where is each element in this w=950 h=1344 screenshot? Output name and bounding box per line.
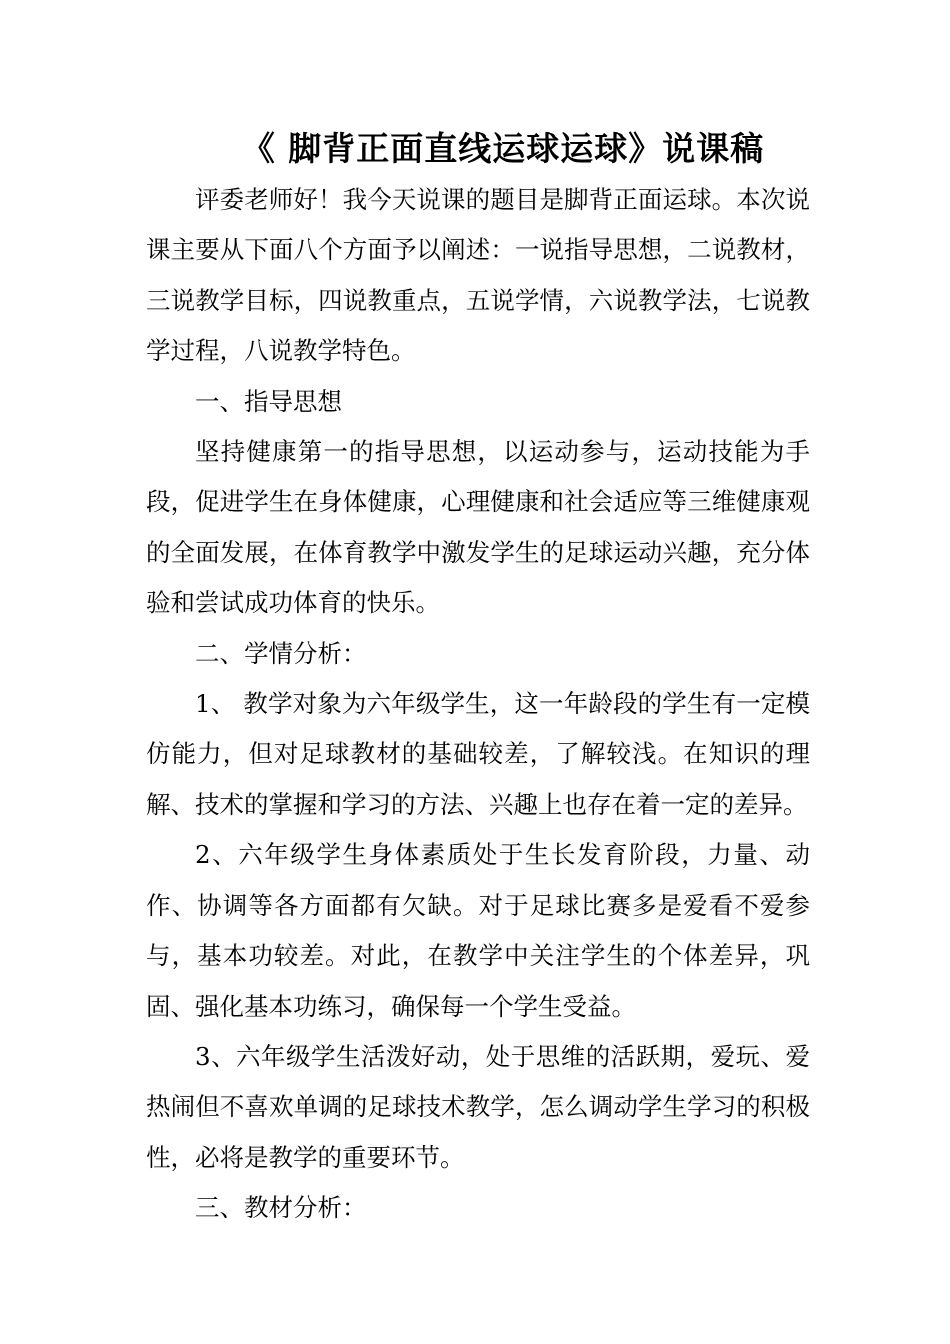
paragraph-student-analysis-1: 1、 教学对象为六年级学生，这一年龄段的学生有一定模仿能力，但对足球教材的基础较差，了解较浅。在知识的理解、技术的掌握和学习的方法、兴趣上也存在着一定的差异。 bbox=[146, 689, 810, 819]
paragraph-intro: 评委老师好！我今天说课的题目是脚背正面运球。本次说课主要从下面八个方面予以阐述：一说指导思想，二说教材，三说教学目标，四说教重点，五说学情，六说教学法，七说教学过程，八说教学特色。 bbox=[146, 185, 810, 366]
paragraph-student-analysis-2: 2、六年级学生身体素质处于生长发育阶段，力量、动作、协调等各方面都有欠缺。对于足球比赛多是爱看不爱参与，基本功较差。对此，在教学中关注学生的个体差异，巩固、强化基本功练习，确保每一个学生受益。 bbox=[146, 840, 810, 1021]
document-title: 《 脚背正面直线运球运球》说课稿 bbox=[241, 129, 765, 168]
heading-guiding-ideology: 一、指导思想 bbox=[195, 386, 342, 416]
paragraph-student-analysis-3: 3、六年级学生活泼好动，处于思维的活跃期，爱玩、爱热闹但不喜欢单调的足球技术教学，怎么调动学生学习的积极性，必将是教学的重要环节。 bbox=[146, 1041, 810, 1172]
heading-student-analysis: 二、学情分析： bbox=[195, 638, 367, 668]
document-body bbox=[146, 175, 810, 1234]
paragraph-guiding-ideology: 坚持健康第一的指导思想，以运动参与，运动技能为手段，促进学生在身体健康，心理健康和社会适应等三维健康观的全面发展，在体育教学中激发学生的足球运动兴趣，充分体验和尝试成功体育的快乐。 bbox=[146, 437, 810, 618]
heading-material-analysis: 三、教材分析： bbox=[195, 1193, 367, 1223]
